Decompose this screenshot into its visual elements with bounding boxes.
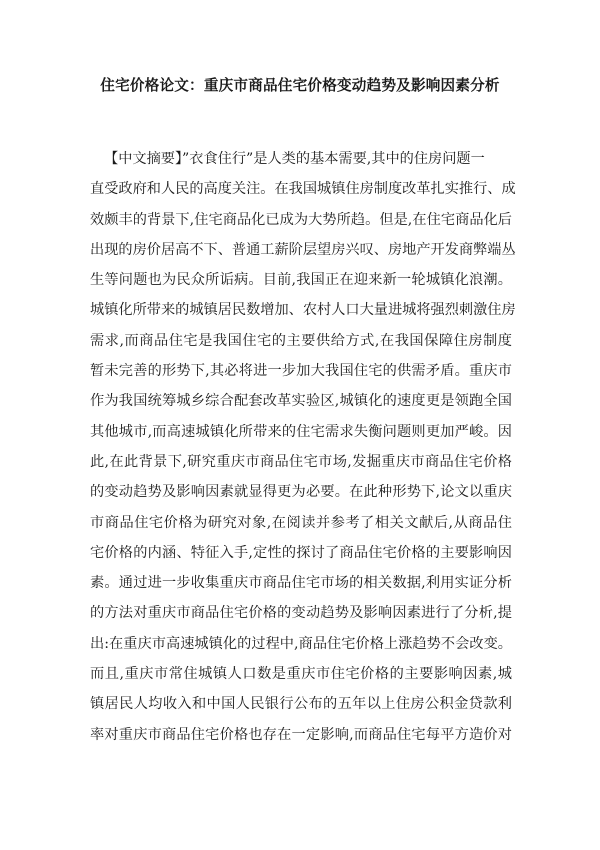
abstract-line: 此,在此背景下,研究重庆市商品住宅市场,发掘重庆市商品住宅价格 bbox=[90, 453, 512, 470]
abstract-line: 而且,重庆市常住城镇人口数是重庆市住宅价格的主要影响因素,城 bbox=[90, 666, 512, 683]
abstract-body bbox=[90, 144, 516, 750]
abstract-line: 率对重庆市商品住宅价格也存在一定影响,而商品住宅每平方造价对 bbox=[90, 726, 512, 743]
abstract-line: 素。通过进一步收集重庆市商品住宅市场的相关数据,利用实证分析 bbox=[90, 575, 512, 592]
abstract-line: 效颇丰的背景下,住宅商品化已成为大势所趋。但是,在住宅商品化后 bbox=[90, 211, 512, 228]
abstract-line: 生等问题也为民众所诟病。目前,我国正在迎来新一轮城镇化浪潮。 bbox=[90, 272, 512, 289]
abstract-line: 的方法对重庆市商品住宅价格的变动趋势及影响因素进行了分析,提 bbox=[90, 605, 512, 622]
abstract-line: 其他城市,而高速城镇化所带来的住宅需求失衡问题则更加严峻。因 bbox=[90, 423, 512, 440]
abstract-line: 作为我国统筹城乡综合配套改革实验区,城镇化的速度更是领跑全国 bbox=[90, 393, 512, 410]
abstract-line: 【中文摘要】”衣食住行”是人类的基本需要,其中的住房问题一 bbox=[104, 151, 485, 167]
abstract-line: 市商品住宅价格为研究对象,在阅读并参考了相关文献后,从商品住 bbox=[90, 514, 512, 531]
abstract-line: 出:在重庆市高速城镇化的过程中,商品住宅价格上涨趋势不会改变。 bbox=[90, 635, 512, 652]
abstract-line: 镇居民人均收入和中国人民银行公布的五年以上住房公积金贷款利 bbox=[90, 696, 512, 713]
abstract-line: 直受政府和人民的高度关注。在我国城镇住房制度改革扎实推行、成 bbox=[90, 181, 516, 198]
abstract-line: 的变动趋势及影响因素就显得更为必要。在此种形势下,论文以重庆 bbox=[90, 484, 512, 501]
document-title: 住宅价格论文：重庆市商品住宅价格变动趋势及影响因素分析 bbox=[100, 77, 500, 94]
abstract-line: 宅价格的内涵、特征入手,定性的探讨了商品住宅价格的主要影响因 bbox=[90, 544, 512, 561]
abstract-line: 暂未完善的形势下,其必将进一步加大我国住宅的供需矛盾。重庆市 bbox=[90, 363, 512, 380]
abstract-line: 城镇化所带来的城镇居民数增加、农村人口大量进城将强烈刺激住房 bbox=[90, 302, 516, 319]
abstract-line: 需求,而商品住宅是我国住宅的主要供给方式,在我国保障住房制度 bbox=[90, 332, 512, 349]
abstract-line: 出现的房价居高不下、普通工薪阶层望房兴叹、房地产开发商弊端丛 bbox=[90, 241, 516, 258]
